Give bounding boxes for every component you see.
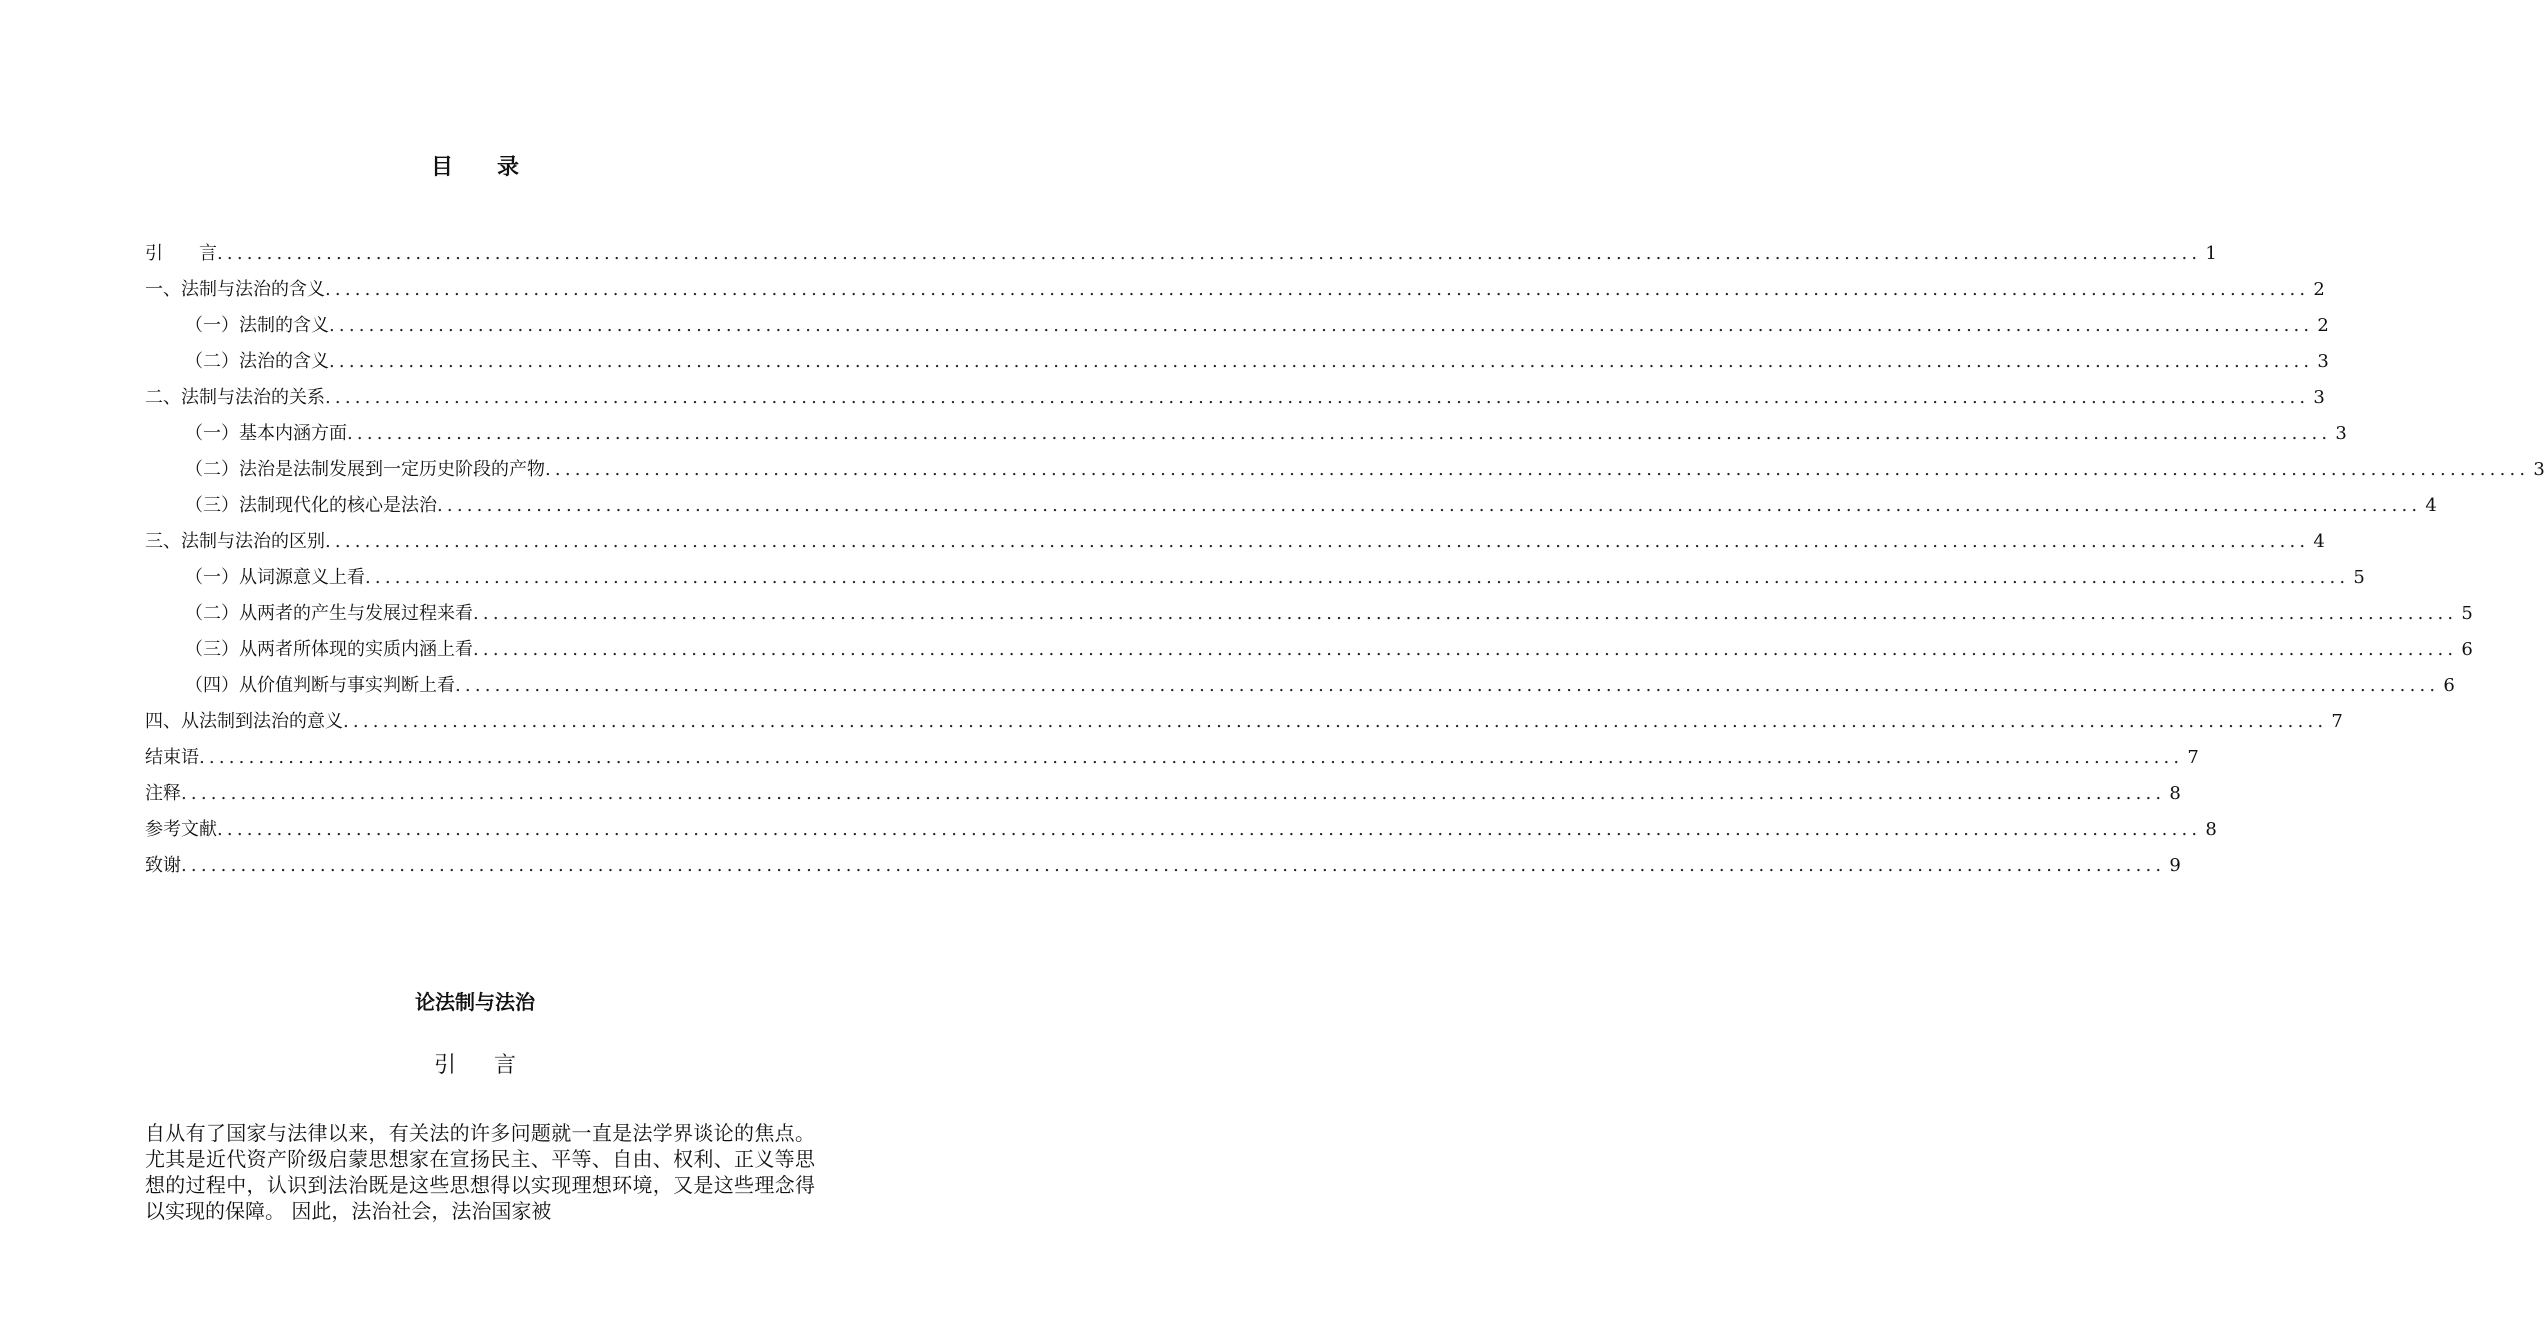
toc-entry[interactable] bbox=[145, 632, 2473, 668]
toc-dot-leader: ........................................................................................................................................................................................................ bbox=[217, 819, 2202, 840]
toc-entry-label: 四、从法制到法治的意义 bbox=[145, 711, 343, 732]
toc-entry-label: 引 言 bbox=[145, 243, 217, 264]
toc-dot-leader: ........................................................................................................................................................................................................ bbox=[343, 711, 2328, 732]
toc-page-number: 1 bbox=[2205, 243, 2217, 264]
toc-entry-label: 注释 bbox=[145, 783, 181, 804]
toc-dot-leader: ........................................................................................................................................................................................................ bbox=[325, 387, 2310, 408]
toc-dot-leader: ........................................................................................................................................................................................................ bbox=[181, 855, 2166, 876]
toc-dot-leader: ........................................................................................................................................................................................................ bbox=[199, 747, 2184, 768]
toc-entry[interactable] bbox=[145, 488, 2437, 524]
toc-page-number: 3 bbox=[2335, 423, 2347, 444]
toc-entry[interactable] bbox=[145, 776, 2181, 812]
toc-entry[interactable] bbox=[145, 596, 2473, 632]
toc-entry[interactable] bbox=[145, 380, 2325, 416]
toc-dot-leader: ........................................................................................................................................................................................................ bbox=[325, 279, 2310, 300]
toc-entry-label: 一、法制与法治的含义 bbox=[145, 279, 325, 300]
toc-entry-label: （三）法制现代化的核心是法治 bbox=[185, 495, 437, 516]
toc-entry-label: 三、法制与法治的区别 bbox=[145, 531, 325, 552]
toc-entry[interactable] bbox=[145, 416, 2347, 452]
toc-page-number: 6 bbox=[2461, 639, 2473, 660]
toc-entry[interactable] bbox=[145, 812, 2217, 848]
toc-entry[interactable] bbox=[145, 560, 2365, 596]
toc-page-number: 2 bbox=[2317, 315, 2329, 336]
toc-page-number: 5 bbox=[2353, 567, 2365, 588]
toc-entry-label: （一）法制的含义 bbox=[185, 315, 329, 336]
toc-page-number: 4 bbox=[2313, 531, 2325, 552]
toc-page-number: 8 bbox=[2205, 819, 2217, 840]
toc-dot-leader: ........................................................................................................................................................................................................ bbox=[473, 639, 2458, 660]
toc-page-number: 7 bbox=[2187, 747, 2199, 768]
toc-entry-label: （一）从词源意义上看 bbox=[185, 567, 365, 588]
toc-page-number: 3 bbox=[2533, 459, 2545, 480]
intro-paragraph: 自从有了国家与法律以来，有关法的许多问题就一直是法学界谈论的焦点。 尤其是近代资产阶级启蒙思想家在宣扬民主、平等、自由、权利、正义等思想的过程中，认识到法治既是这些思想得以实现理想环境，又是这些理念得以实现的保障。 因此，法治社会，法治国家被 bbox=[145, 1121, 815, 1223]
toc-dot-leader: ........................................................................................................................................................................................................ bbox=[473, 603, 2458, 624]
toc-entry-label: 致谢 bbox=[145, 855, 181, 876]
toc-page-number: 4 bbox=[2425, 495, 2437, 516]
toc-entry[interactable] bbox=[145, 344, 2329, 380]
toc-page-number: 6 bbox=[2443, 675, 2455, 696]
table-of-contents bbox=[145, 236, 2545, 884]
toc-dot-leader: ........................................................................................................................................................................................................ bbox=[329, 315, 2314, 336]
toc-title: 目录 bbox=[430, 155, 563, 180]
toc-dot-leader: ........................................................................................................................................................................................................ bbox=[437, 495, 2422, 516]
toc-page-number: 3 bbox=[2317, 351, 2329, 372]
toc-entry[interactable] bbox=[145, 308, 2329, 344]
toc-entry-label: （二）法治是法制发展到一定历史阶段的产物 bbox=[185, 459, 545, 480]
toc-entry[interactable] bbox=[145, 848, 2181, 884]
toc-entry[interactable] bbox=[145, 272, 2325, 308]
toc-entry-label: 参考文献 bbox=[145, 819, 217, 840]
toc-entry[interactable] bbox=[145, 704, 2343, 740]
toc-entry-label: （二）从两者的产生与发展过程来看 bbox=[185, 603, 473, 624]
toc-dot-leader: ........................................................................................................................................................................................................ bbox=[329, 351, 2314, 372]
toc-dot-leader: ........................................................................................................................................................................................................ bbox=[455, 675, 2440, 696]
toc-dot-leader: ........................................................................................................................................................................................................ bbox=[181, 783, 2166, 804]
toc-entry[interactable] bbox=[145, 740, 2199, 776]
toc-entry-label: （三）从两者所体现的实质内涵上看 bbox=[185, 639, 473, 660]
toc-page-number: 2 bbox=[2313, 279, 2325, 300]
toc-entry-label: 二、法制与法治的关系 bbox=[145, 387, 325, 408]
toc-entry[interactable] bbox=[145, 524, 2325, 560]
toc-dot-leader: ........................................................................................................................................................................................................ bbox=[217, 243, 2202, 264]
toc-entry-label: （四）从价值判断与事实判断上看 bbox=[185, 675, 455, 696]
toc-entry[interactable] bbox=[145, 236, 2217, 272]
toc-page-number: 3 bbox=[2313, 387, 2325, 408]
toc-dot-leader: ........................................................................................................................................................................................................ bbox=[347, 423, 2332, 444]
section-heading: 引言 bbox=[433, 1053, 554, 1078]
toc-page-number: 8 bbox=[2169, 783, 2181, 804]
toc-dot-leader: ........................................................................................................................................................................................................ bbox=[365, 567, 2350, 588]
toc-entry-label: （二）法治的含义 bbox=[185, 351, 329, 372]
toc-dot-leader: ........................................................................................................................................................................................................ bbox=[325, 531, 2310, 552]
toc-dot-leader: ........................................................................................................................................................................................................ bbox=[545, 459, 2530, 480]
toc-page-number: 5 bbox=[2461, 603, 2473, 624]
toc-entry-label: （一）基本内涵方面 bbox=[185, 423, 347, 444]
document-title: 论法制与法治 bbox=[415, 990, 535, 1014]
toc-page-number: 7 bbox=[2331, 711, 2343, 732]
toc-entry[interactable] bbox=[145, 668, 2455, 704]
toc-page-number: 9 bbox=[2169, 855, 2181, 876]
toc-entry[interactable] bbox=[145, 452, 2545, 488]
toc-entry-label: 结束语 bbox=[145, 747, 199, 768]
